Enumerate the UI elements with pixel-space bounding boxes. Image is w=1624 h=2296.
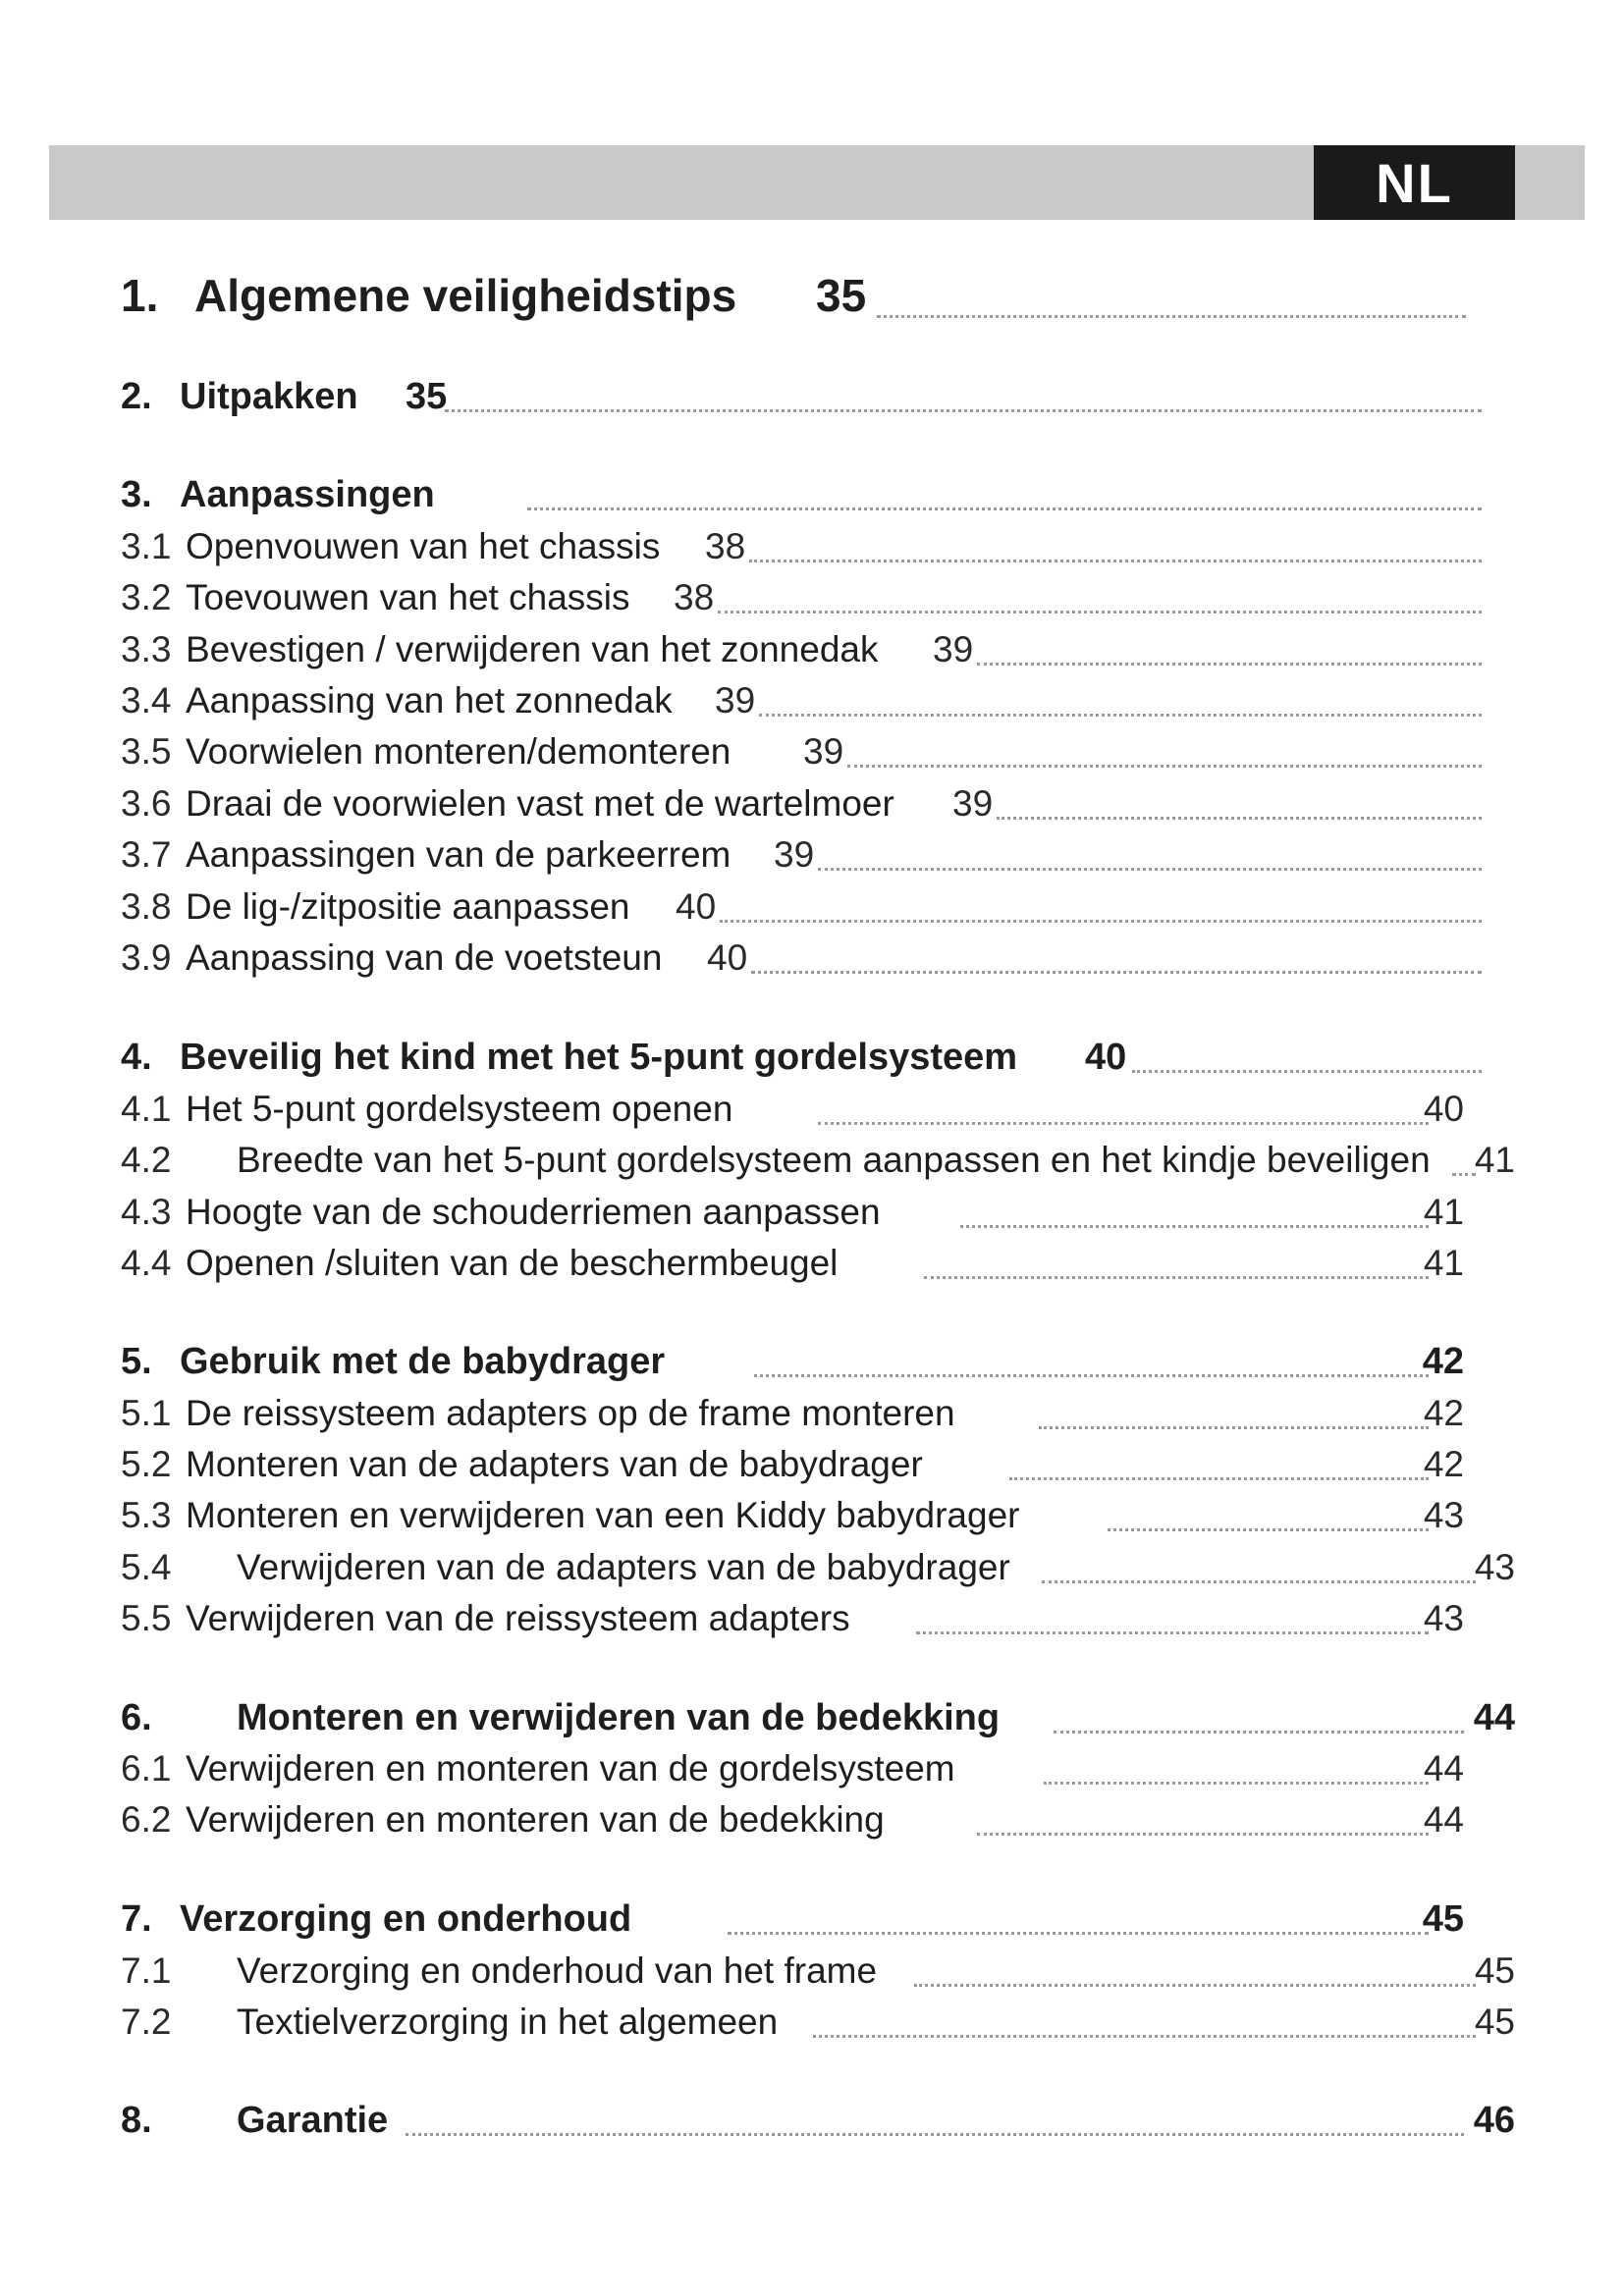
toc-number: 5. [121,1341,152,1382]
dot-leader [1108,1528,1429,1531]
toc-title: Verwijderen van de reissysteem adapters [186,1598,850,1638]
toc-section-1[interactable] [121,265,1515,326]
toc-title: De reissysteem adapters op de frame monteren [186,1393,955,1433]
toc-number: 5.2 [121,1444,172,1484]
toc-subsection-4-3[interactable] [121,1187,1515,1238]
toc-title: Garantie [237,2100,389,2141]
dot-leader [997,817,1482,820]
toc-number: 3.6 [121,783,172,824]
toc-title: Toevouwen van het chassis [186,577,630,617]
toc-title: De lig-/zitpositie aanpassen [186,886,630,927]
toc-number: 3.3 [121,629,172,669]
toc-title: Openen /sluiten van de beschermbeugel [186,1243,839,1283]
toc-title: Textielverzorging in het algemeen [237,2002,779,2042]
dot-leader [924,1276,1429,1279]
toc-title: Monteren en verwijderen van een Kiddy babydrager [186,1495,1020,1535]
dot-leader [847,765,1482,768]
toc-page: 45 [1474,2002,1515,2042]
toc-subsection-3-8[interactable] [121,881,1515,933]
dot-leader [728,1932,1429,1935]
toc-section-3[interactable] [121,469,1515,520]
toc-title: Bevestigen / verwijderen van het zonnedak [186,629,879,669]
toc-number: 4. [121,1037,152,1078]
dot-leader [813,2035,1476,2038]
toc-number: 6.1 [121,1748,172,1789]
toc-page: 39 [803,731,844,772]
toc-section-4[interactable] [121,1032,1515,1083]
toc-page: 41 [1423,1192,1464,1232]
toc-number: 4.4 [121,1243,172,1283]
toc-page: 35 [816,270,867,321]
toc-subsection-5-3[interactable] [121,1490,1515,1541]
toc-page: 38 [705,526,746,566]
toc-page: 42 [1423,1444,1464,1484]
dot-leader [754,1374,1429,1377]
dot-leader [914,1984,1476,1987]
toc-subsection-3-7[interactable] [121,829,1515,881]
toc-subsection-7-1[interactable] [121,1946,1515,1997]
toc-number: 3.1 [121,526,172,566]
toc-page: 40 [1423,1089,1464,1129]
toc-section-7[interactable] [121,1894,1515,1945]
toc-page: 39 [774,834,815,875]
toc-subsection-4-4[interactable] [121,1238,1515,1289]
dot-leader [1132,1070,1482,1073]
toc-number: 8. [121,2100,152,2141]
toc-title: Aanpassingen [180,474,435,515]
toc-number: 5.5 [121,1598,172,1638]
toc-page: 39 [715,680,756,721]
toc-page: 45 [1474,1950,1515,1991]
toc-number: 4.3 [121,1192,172,1232]
dot-leader [977,663,1482,666]
toc-subsection-3-9[interactable] [121,933,1515,984]
toc-number: 2. [121,376,152,417]
toc-subsection-6-2[interactable] [121,1794,1515,1845]
dot-leader [818,868,1482,871]
dot-leader [445,409,1482,412]
toc-page: 44 [1473,1697,1515,1738]
toc-page: 35 [406,376,448,417]
dot-leader [749,560,1482,562]
dot-leader [1044,1782,1429,1785]
toc-number: 7.1 [121,1950,172,1991]
toc-subsection-6-1[interactable] [121,1743,1515,1794]
toc-subsection-5-2[interactable] [121,1439,1515,1490]
toc-page: 43 [1423,1598,1464,1638]
toc-number: 3.5 [121,731,172,772]
toc-page: 39 [952,783,994,824]
toc-title: Verwijderen en monteren van de gordelsysteem [186,1748,955,1789]
toc-number: 3. [121,474,152,515]
toc-title: Breedte van het 5-punt gordelsysteem aanpassen en het kindje beveiligen [237,1140,1431,1180]
toc-number: 4.2 [121,1140,172,1180]
toc-number: 1. [121,270,159,321]
toc-number: 6.2 [121,1799,172,1840]
toc-subsection-5-4[interactable] [121,1542,1515,1593]
dot-leader [818,1122,1429,1125]
toc-title: Uitpakken [180,376,358,417]
toc-number: 5.3 [121,1495,172,1535]
toc-section-6[interactable] [121,1692,1515,1743]
toc-title: Openvouwen van het chassis [186,526,661,566]
toc-title: Beveilig het kind met het 5-punt gordelsysteem [180,1037,1018,1078]
toc-title: Het 5-punt gordelsysteem openen [186,1089,733,1129]
toc-page: 42 [1423,1393,1464,1433]
toc-title: Monteren en verwijderen van de bedekking [237,1697,1001,1738]
toc-section-5[interactable] [121,1336,1515,1387]
toc-number: 5.1 [121,1393,172,1433]
dot-leader [960,1225,1429,1228]
dot-leader [759,714,1482,717]
dot-leader [720,920,1482,923]
dot-leader [1039,1426,1429,1429]
toc-page: 46 [1473,2100,1515,2141]
toc-subsection-4-2[interactable] [121,1135,1515,1186]
toc-title: Verzorging en onderhoud [180,1898,632,1940]
toc-number: 3.9 [121,937,172,978]
toc-title: Draai de voorwielen vast met de wartelmoer [186,783,894,824]
toc-page: 44 [1423,1799,1464,1840]
toc-title: Aanpassingen van de parkeerrem [186,834,731,875]
toc-page: 45 [1422,1898,1464,1940]
toc-section-2[interactable] [121,371,1515,422]
toc-subsection-3-1[interactable] [121,521,1515,572]
toc-title: Verwijderen van de adapters van de babydrager [237,1547,1010,1587]
dot-leader [916,1631,1429,1634]
toc-page: 40 [707,937,748,978]
toc-number: 5.4 [121,1547,172,1587]
toc-page: 40 [676,886,717,927]
toc-title: Aanpassing van de voetsteun [186,937,663,978]
toc-subsection-4-1[interactable] [121,1084,1515,1135]
toc-subsection-3-6[interactable] [121,778,1515,829]
toc-page: 43 [1474,1547,1515,1587]
toc-title: Aanpassing van het zonnedak [186,680,673,721]
toc-number: 7. [121,1898,152,1940]
toc-subsection-5-1[interactable] [121,1388,1515,1439]
toc-title: Algemene veiligheidstips [194,270,737,321]
toc-page: 44 [1423,1748,1464,1789]
toc-subsection-3-3[interactable] [121,624,1515,675]
dot-leader [527,507,1482,510]
toc-number: 3.7 [121,834,172,875]
dot-leader [1452,1173,1476,1176]
toc-title: Verwijderen en monteren van de bedekking [186,1799,885,1840]
toc-title: Monteren van de adapters van de babydrager [186,1444,923,1484]
toc-page: 41 [1423,1243,1464,1283]
toc-page: 40 [1085,1037,1127,1078]
toc-page: 39 [933,629,974,669]
language-badge: NL [1314,145,1515,220]
dot-leader [406,2133,1464,2136]
toc-number: 3.8 [121,886,172,927]
toc-subsection-3-4[interactable] [121,675,1515,726]
toc-number: 6. [121,1697,152,1738]
toc-subsection-3-2[interactable] [121,572,1515,623]
dot-leader [1009,1477,1429,1480]
toc-page: 43 [1423,1495,1464,1535]
dot-leader [1042,1580,1476,1583]
toc-subsection-7-2[interactable] [121,1997,1515,2048]
dot-leader [1054,1731,1464,1734]
toc-page: 41 [1474,1140,1515,1180]
toc-number: 3.2 [121,577,172,617]
dot-leader [877,315,1466,318]
toc-title: Voorwielen monteren/demonteren [186,731,731,772]
toc-number: 7.2 [121,2002,172,2042]
toc-subsection-5-5[interactable] [121,1593,1515,1644]
toc-page: 38 [674,577,715,617]
toc-section-8[interactable] [121,2095,1515,2146]
toc-number: 4.1 [121,1089,172,1129]
dot-leader [751,971,1482,974]
dot-leader [718,611,1482,614]
toc-title: Verzorging en onderhoud van het frame [237,1950,878,1991]
toc-title: Hoogte van de schouderriemen aanpassen [186,1192,881,1232]
toc-page: 42 [1422,1341,1464,1382]
dot-leader [977,1833,1429,1836]
toc-title: Gebruik met de babydrager [180,1341,666,1382]
toc-number: 3.4 [121,680,172,721]
toc-subsection-3-5[interactable] [121,726,1515,777]
